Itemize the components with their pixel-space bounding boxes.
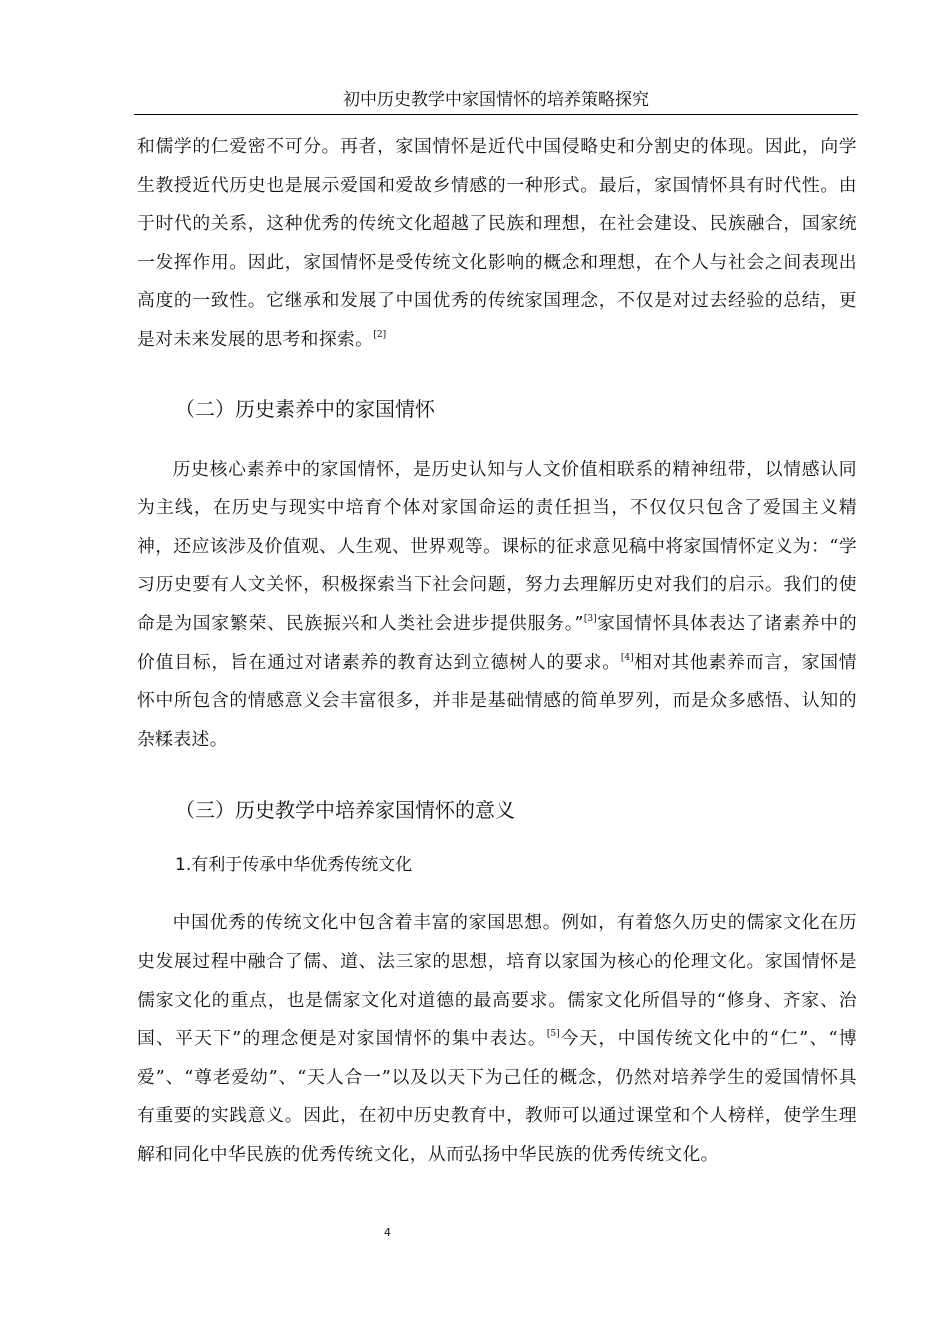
page-content [137, 128, 857, 1174]
subsection-heading-1: 1.有利于传承中华优秀传统文化 [175, 855, 413, 876]
paragraph-text: 今天，中国传统文化中的“仁”、“博爱”、“尊老爱幼”、“天人合一”以及以天下为己任的概念，仍然对培养学生的爱国情怀具有重要的实践意义。因此，在初中历史教育中，教师可以通过课堂和个人榜样，使学生理解和同化中华民族的优秀传统文化，从而弘扬中华民族的优秀传统文化。 [137, 1028, 858, 1165]
section-heading-2: （二）历史素养中的家国情怀 [175, 396, 435, 421]
citation-ref: [3] [583, 613, 597, 624]
paragraph-traditional-culture [137, 904, 857, 1174]
paragraph-text: 中国优秀的传统文化中包含着丰富的家国思想。例如，有着悠久历史的儒家文化在历史发展过程中融合了儒、道、法三家的思想，培育以家国为核心的伦理文化。家国情怀是儒家文化的重点，也是儒家文化对道德的最高要求。儒家文化所倡导的“修身、齐家、治国、平天下”的理念便是对家国情怀的集中表达。 [137, 912, 857, 1050]
paragraph-continuation [137, 128, 857, 360]
paragraph-text: 和儒学的仁爱密不可分。再者，家国情怀是近代中国侵略史和分割史的体现。因此，向学生教授近代历史也是展示爱国和爱故乡情感的一种形式。最后，家国情怀具有时代性。由于时代的关系，这种优秀的传统文化超越了民族和理想，在社会建设、民族融合，国家统一发挥作用。因此，家国情怀是受传统文化影响的概念和理想，在个人与社会之间表现出高度的一致性。它继承和发展了中国优秀的传统家国理念，不仅是对过去经验的总结，更是对未来发展的思考和探索。 [137, 136, 857, 350]
paragraph-text: 相对其他素养而言，家国情怀中所包含的情感意义会丰富很多，并非是基础情感的简单罗列，而是众多感悟、认知的杂糅表述。 [137, 651, 857, 750]
header-title: 初中历史教学中家国情怀的培养策略探究 [343, 90, 649, 110]
citation-ref: [5] [546, 1029, 560, 1039]
page-header [134, 88, 858, 115]
paragraph-text: 家国情怀具体表达了诸素养中的价值目标，旨在通过对诸素养的教育达到立德树人的要求。 [137, 612, 857, 673]
paragraph-text: 历史核心素养中的家国情怀，是历史认知与人文价值相联系的精神纽带，以情感认同为主线，在历史与现实中培育个体对家国命运的责任担当，不仅仅只包含了爱国主义精神，还应该涉及价值观、人生观、世界观等。课标的征求意见稿中将家国情怀定义为：“学习历史要有人文关怀，积极探索当下社会问题，努力去理解历史对我们的启示。我们的使命是为国家繁荣、民族振兴和人类社会进步提供服务。” [137, 458, 857, 634]
page-footer [0, 1226, 775, 1239]
paragraph-history-literacy [137, 451, 857, 760]
citation-ref: [2] [373, 329, 387, 340]
page-number: 4 [384, 1226, 391, 1239]
section-heading-3: （三）历史教学中培养家国情怀的意义 [175, 798, 515, 823]
citation-ref: [4] [620, 652, 634, 663]
